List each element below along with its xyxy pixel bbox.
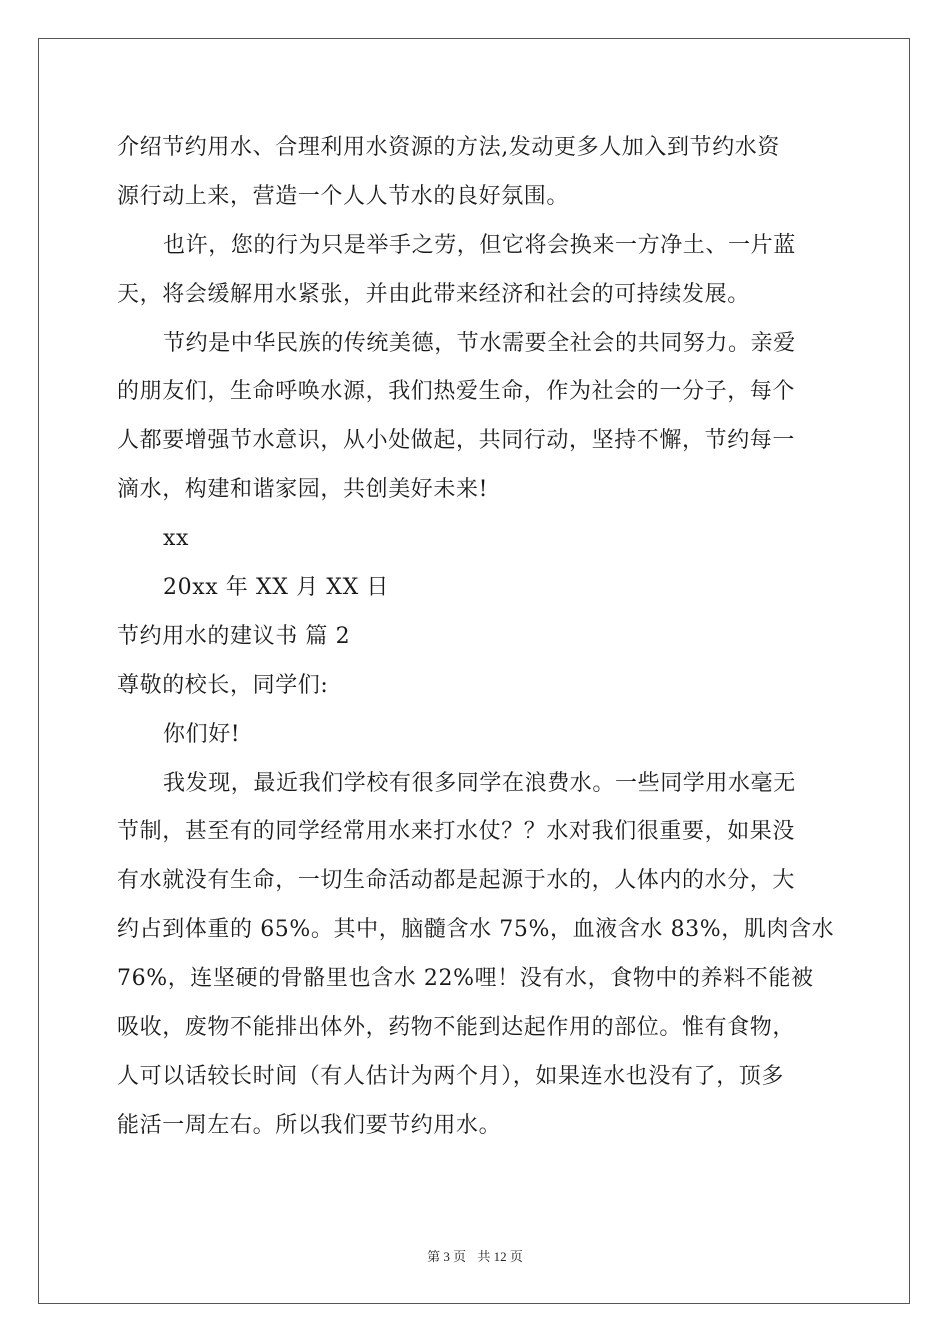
- paragraph-line: 滴水，构建和谐家园，共创美好未来!: [117, 477, 489, 503]
- signature-date: 20xx 年 XX 月 XX 日: [163, 575, 390, 601]
- page-footer: [0, 1246, 950, 1265]
- paragraph-line: 76%，连坚硬的骨骼里也含水 22%哩！没有水，食物中的养料不能被: [117, 966, 814, 992]
- document-body: [117, 124, 839, 1151]
- salutation: 尊敬的校长，同学们:: [117, 672, 329, 698]
- paragraph-line: 有水就没有生命，一切生命活动都是起源于水的，人体内的水分，大: [117, 868, 796, 894]
- paragraph-line: 介绍节约用水、合理利用水资源的方法,发动更多人加入到节约水资: [117, 135, 780, 160]
- page-total: 共 12 页: [477, 1249, 523, 1264]
- section-heading: 节约用水的建议书 篇 2: [117, 623, 351, 649]
- paragraph-line: 节制，甚至有的同学经常用水来打水仗？？水对我们很重要，如果没: [117, 819, 796, 845]
- paragraph-line: 源行动上来，营造一个人人节水的良好氛围。: [117, 183, 570, 209]
- paragraph-line: 也许，您的行为只是举手之劳，但它将会换来一方净土、一片蓝: [163, 232, 796, 258]
- paragraph-line: 人可以话较长时间（有人估计为两个月），如果连水也没有了，顶多: [117, 1063, 785, 1089]
- paragraph-line: 约占到体重的 65%。其中，脑髓含水 75%，血液含水 83%，肌肉含水: [117, 917, 835, 943]
- paragraph-line: 天，将会缓解用水紧张，并由此带来经济和社会的可持续发展。: [117, 281, 750, 307]
- page-number: 第 3 页: [427, 1249, 467, 1264]
- paragraph-line: 人都要增强节水意识，从小处做起，共同行动，坚持不懈，节约每一: [117, 428, 796, 454]
- paragraph-line: 我发现，最近我们学校有很多同学在浪费水。一些同学用水毫无: [163, 770, 796, 796]
- paragraph-line: 的朋友们，生命呼唤水源，我们热爱生命，作为社会的一分子，每个: [117, 379, 796, 405]
- paragraph-line: 吸收，废物不能排出体外，药物不能到达起作用的部位。惟有食物，: [117, 1015, 796, 1041]
- paragraph-line: 能活一周左右。所以我们要节约用水。: [117, 1112, 502, 1138]
- greeting: 你们好!: [163, 721, 241, 747]
- signature-name: xx: [163, 526, 190, 552]
- paragraph-line: 节约是中华民族的传统美德，节水需要全社会的共同努力。亲爱: [163, 330, 796, 356]
